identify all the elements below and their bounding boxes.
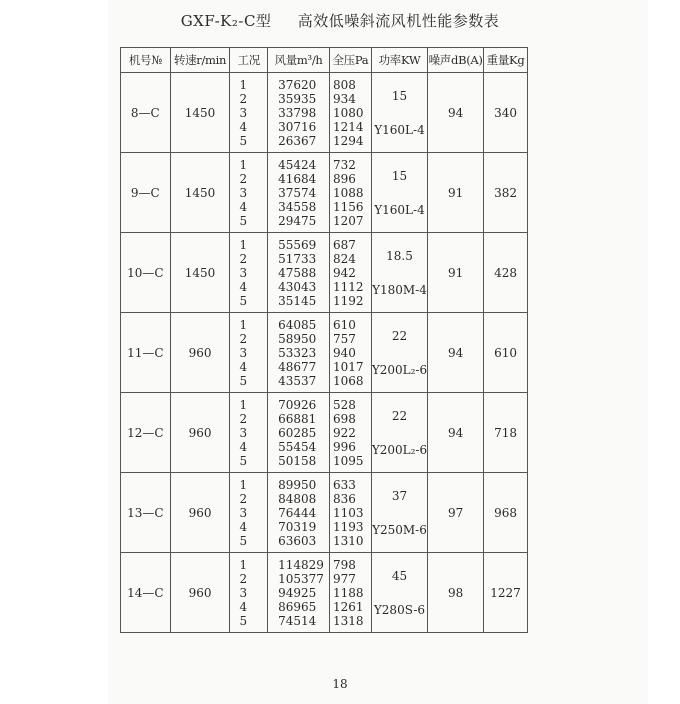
flow-cell-value: 48677: [278, 359, 317, 374]
condition-cell-value: 5: [239, 373, 248, 388]
condition-cell: [230, 313, 268, 393]
condition-cell-value: 2: [239, 331, 248, 346]
flow-cell-value: 55454: [278, 439, 317, 454]
flow-cell: [268, 73, 330, 153]
pressure-cell-value: 824: [332, 251, 356, 266]
pressure-cell-value: 1310: [332, 533, 364, 548]
pressure-cell: [329, 473, 371, 553]
condition-cell-value: 1: [239, 157, 248, 172]
power-kw: 15: [391, 88, 408, 103]
motor-model: Y250M-6: [372, 522, 427, 537]
flow-cell-value: 64085: [278, 317, 317, 332]
flow-cell-value: 58950: [278, 331, 317, 346]
flow-cell-value: 51733: [278, 251, 317, 266]
pressure-cell-value: 942: [332, 265, 356, 280]
condition-cell-value: 5: [239, 533, 248, 548]
condition-cell-value: 4: [239, 519, 248, 534]
noise-cell: 94: [428, 313, 484, 393]
table-row: [121, 233, 528, 313]
pressure-cell-value: 808: [332, 77, 356, 92]
weight-cell: 968: [484, 473, 528, 553]
flow-cell-value: 47588: [278, 265, 317, 280]
power-kw: 18.5: [386, 248, 413, 263]
pressure-cell-value: 940: [332, 345, 356, 360]
page-title: GXF-K₂-C型 高效低噪斜流风机性能参数表: [180, 12, 500, 30]
condition-cell-value: 5: [239, 453, 248, 468]
condition-cell-value: 2: [239, 171, 248, 186]
flow-cell-value: 70319: [278, 519, 317, 534]
power-spacer: [372, 103, 427, 123]
pressure-cell-value: 1192: [332, 293, 364, 308]
pressure-cell-value: 1188: [332, 585, 364, 600]
flow-cell-value: 114829: [278, 557, 324, 572]
motor-model: Y160L-4: [374, 122, 425, 137]
condition-cell-value: 4: [239, 439, 248, 454]
speed-cell: 960: [170, 553, 230, 633]
flow-cell-value: 53323: [278, 345, 317, 360]
condition-cell-value: 5: [239, 293, 248, 308]
condition-cell-value: 4: [239, 599, 248, 614]
flow-cell-value: 60285: [278, 425, 317, 440]
condition-cell-value: 4: [239, 199, 248, 214]
flow-cell-value: 29475: [278, 213, 317, 228]
flow-cell-value: 105377: [278, 571, 324, 586]
flow-cell-value: 74514: [278, 613, 317, 628]
flow-cell: [268, 233, 330, 313]
header-noise: 噪声dB(A): [428, 48, 484, 73]
pressure-cell-value: 1068: [332, 373, 364, 388]
pressure-cell-value: 1193: [332, 519, 364, 534]
flow-cell-value: 30716: [278, 119, 317, 134]
header-condition: 工况: [230, 48, 268, 73]
flow-cell: [268, 313, 330, 393]
power-cell: [371, 553, 427, 633]
noise-cell: 94: [428, 393, 484, 473]
condition-cell-value: 2: [239, 571, 248, 586]
speed-cell: 960: [170, 393, 230, 473]
power-kw: 22: [391, 408, 408, 423]
pressure-cell-value: 934: [332, 91, 356, 106]
motor-model: Y280S-6: [373, 602, 426, 617]
speed-cell: 1450: [170, 153, 230, 233]
table-row: [121, 313, 528, 393]
condition-cell: [230, 153, 268, 233]
pressure-cell: [329, 153, 371, 233]
power-kw: 45: [391, 568, 408, 583]
pressure-cell-value: 1318: [332, 613, 364, 628]
noise-cell: 91: [428, 153, 484, 233]
flow-cell-value: 70926: [278, 397, 317, 412]
pressure-cell-value: 1214: [332, 119, 364, 134]
condition-cell: [230, 553, 268, 633]
motor-model: Y180M-4: [372, 282, 427, 297]
condition-cell-value: 1: [239, 77, 248, 92]
condition-cell-value: 3: [239, 585, 248, 600]
flow-cell-value: 35145: [278, 293, 317, 308]
speed-cell: 1450: [170, 233, 230, 313]
model-cell: 13—C: [121, 473, 171, 553]
condition-cell-value: 4: [239, 119, 248, 134]
pressure-cell-value: 528: [332, 397, 356, 412]
noise-cell: 94: [428, 73, 484, 153]
flow-cell-value: 86965: [278, 599, 317, 614]
pressure-cell-value: 1112: [332, 279, 364, 294]
pressure-cell: [329, 73, 371, 153]
condition-cell-value: 3: [239, 265, 248, 280]
motor-model: Y200L₂-6: [371, 362, 428, 377]
power-kw: 22: [391, 328, 408, 343]
pressure-cell: [329, 233, 371, 313]
pressure-cell-value: 757: [332, 331, 356, 346]
pressure-cell-value: 896: [332, 171, 356, 186]
pressure-cell-value: 633: [332, 477, 356, 492]
pressure-cell-value: 732: [332, 157, 356, 172]
table-row: [121, 553, 528, 633]
flow-cell: [268, 553, 330, 633]
table-row: [121, 393, 528, 473]
flow-cell-value: 37574: [278, 185, 317, 200]
condition-cell-value: 5: [239, 613, 248, 628]
power-cell: [371, 473, 427, 553]
condition-cell-value: 5: [239, 213, 248, 228]
power-spacer: [372, 423, 427, 443]
pressure-cell-value: 1207: [332, 213, 364, 228]
model-cell: 8—C: [121, 73, 171, 153]
table-row: [121, 153, 528, 233]
flow-cell-value: 55569: [278, 237, 317, 252]
condition-cell-value: 3: [239, 425, 248, 440]
power-kw: 15: [391, 168, 408, 183]
condition-cell: [230, 473, 268, 553]
pressure-cell: [329, 393, 371, 473]
flow-cell: [268, 393, 330, 473]
condition-cell-value: 2: [239, 251, 248, 266]
flow-cell-value: 26367: [278, 133, 317, 148]
condition-cell-value: 1: [239, 397, 248, 412]
flow-cell-value: 50158: [278, 453, 317, 468]
flow-cell-value: 43537: [278, 373, 317, 388]
flow-cell-value: 94925: [278, 585, 317, 600]
power-cell: [371, 153, 427, 233]
pressure-cell-value: 922: [332, 425, 356, 440]
model-cell: 9—C: [121, 153, 171, 233]
pressure-cell-value: 1103: [332, 505, 364, 520]
weight-cell: 1227: [484, 553, 528, 633]
speed-cell: 960: [170, 313, 230, 393]
pressure-cell-value: 798: [332, 557, 356, 572]
pressure-cell-value: 1017: [332, 359, 364, 374]
weight-cell: 428: [484, 233, 528, 313]
fan-parameter-table: [120, 47, 528, 633]
condition-cell-value: 1: [239, 477, 248, 492]
condition-cell: [230, 393, 268, 473]
speed-cell: 1450: [170, 73, 230, 153]
condition-cell-value: 3: [239, 505, 248, 520]
page-number: 18: [332, 677, 348, 691]
pressure-cell-value: 610: [332, 317, 356, 332]
condition-cell-value: 2: [239, 91, 248, 106]
noise-cell: 91: [428, 233, 484, 313]
condition-cell-value: 1: [239, 237, 248, 252]
power-spacer: [372, 583, 427, 603]
condition-cell-value: 1: [239, 557, 248, 572]
pressure-cell-value: 687: [332, 237, 356, 252]
flow-cell-value: 43043: [278, 279, 317, 294]
power-spacer: [372, 503, 427, 523]
condition-cell-value: 5: [239, 133, 248, 148]
model-cell: 12—C: [121, 393, 171, 473]
condition-cell-value: 3: [239, 105, 248, 120]
noise-cell: 98: [428, 553, 484, 633]
table-header-row: [121, 48, 528, 73]
header-weight: 重量Kg: [484, 48, 528, 73]
pressure-cell-value: 1156: [332, 199, 364, 214]
condition-cell-value: 2: [239, 411, 248, 426]
weight-cell: 610: [484, 313, 528, 393]
weight-cell: 718: [484, 393, 528, 473]
speed-cell: 960: [170, 473, 230, 553]
header-flow: 风量m³/h: [268, 48, 330, 73]
flow-cell-value: 76444: [278, 505, 317, 520]
condition-cell-value: 1: [239, 317, 248, 332]
pressure-cell-value: 1080: [332, 105, 364, 120]
condition-cell-value: 2: [239, 491, 248, 506]
power-spacer: [372, 343, 427, 363]
power-cell: [371, 313, 427, 393]
flow-cell: [268, 153, 330, 233]
power-kw: 37: [391, 488, 408, 503]
pressure-cell-value: 836: [332, 491, 356, 506]
flow-cell-value: 84808: [278, 491, 317, 506]
pressure-cell-value: 1095: [332, 453, 364, 468]
pressure-cell-value: 698: [332, 411, 356, 426]
flow-cell-value: 37620: [278, 77, 317, 92]
motor-model: Y160L-4: [374, 202, 425, 217]
condition-cell-value: 4: [239, 279, 248, 294]
model-cell: 10—C: [121, 233, 171, 313]
flow-cell-value: 89950: [278, 477, 317, 492]
condition-cell: [230, 233, 268, 313]
pressure-cell: [329, 553, 371, 633]
flow-cell-value: 35935: [278, 91, 317, 106]
noise-cell: 97: [428, 473, 484, 553]
weight-cell: 382: [484, 153, 528, 233]
weight-cell: 340: [484, 73, 528, 153]
header-pressure: 全压Pa: [329, 48, 371, 73]
pressure-cell-value: 1294: [332, 133, 364, 148]
motor-model: Y200L₂-6: [371, 442, 428, 457]
model-cell: 14—C: [121, 553, 171, 633]
header-power: 功率KW: [371, 48, 427, 73]
table-row: [121, 473, 528, 553]
flow-cell-value: 63603: [278, 533, 317, 548]
header-model: 机号№: [121, 48, 171, 73]
flow-cell-value: 45424: [278, 157, 317, 172]
flow-cell: [268, 473, 330, 553]
table-row: [121, 73, 528, 153]
pressure-cell-value: 1088: [332, 185, 364, 200]
condition-cell-value: 3: [239, 185, 248, 200]
header-speed: 转速r/min: [170, 48, 230, 73]
flow-cell-value: 33798: [278, 105, 317, 120]
flow-cell-value: 66881: [278, 411, 317, 426]
condition-cell: [230, 73, 268, 153]
power-cell: [371, 393, 427, 473]
flow-cell-value: 34558: [278, 199, 317, 214]
model-cell: 11—C: [121, 313, 171, 393]
pressure-cell-value: 1261: [332, 599, 364, 614]
power-cell: [371, 233, 427, 313]
condition-cell-value: 3: [239, 345, 248, 360]
power-spacer: [372, 263, 427, 283]
pressure-cell: [329, 313, 371, 393]
pressure-cell-value: 996: [332, 439, 356, 454]
flow-cell-value: 41684: [278, 171, 317, 186]
condition-cell-value: 4: [239, 359, 248, 374]
pressure-cell-value: 977: [332, 571, 356, 586]
power-cell: [371, 73, 427, 153]
power-spacer: [372, 183, 427, 203]
